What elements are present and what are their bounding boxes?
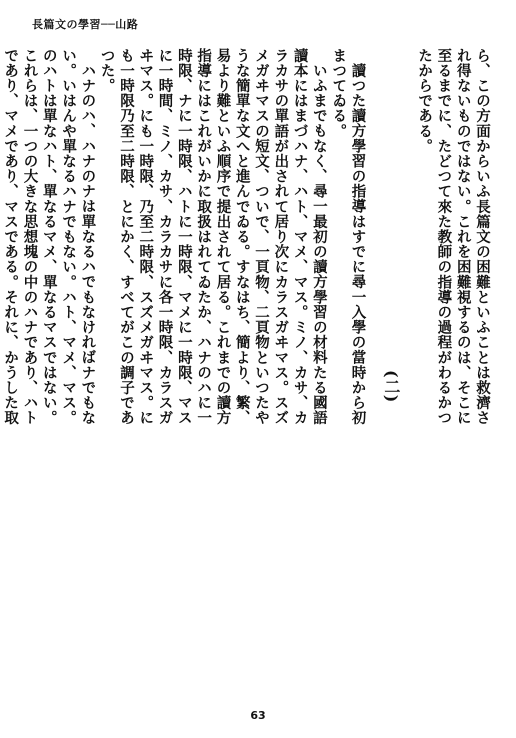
text-column: であり、マメであり、マスである。それに、かうした取 bbox=[2, 48, 20, 426]
text-column: 時限、ナに一時限、ハトに一時限、マメに一時限、マス bbox=[175, 48, 193, 426]
text-column bbox=[0, 48, 1, 684]
text-column: 讀本にはまづハナ、ハト、マメ、マス。ミノ、カサ、カ bbox=[291, 48, 309, 426]
text-column: ヰマス。にも一時限、乃至二時限、スズメガヰマス。に bbox=[137, 48, 155, 426]
text-column: 至るまでに、たどつて來た教師の指導の過程がわるかつ bbox=[435, 48, 453, 426]
text-column: ラカサの單語が出されて居り次にカラスガヰマス。スズ bbox=[272, 48, 290, 426]
running-head: 長篇文の學習──山路 bbox=[32, 18, 139, 31]
text-column: い。いはんや單なるハナでもない。ハト、マメ、マス。 bbox=[60, 48, 78, 426]
body-text bbox=[2, 48, 492, 684]
text-column: つた。 bbox=[98, 48, 116, 94]
text-column: たからである。 bbox=[416, 48, 434, 154]
text-column: いふまでもなく、尋一最初の讀方學習の材料たる國語 bbox=[310, 62, 328, 425]
text-column: 讀つた讀方學習の指導はすでに尋一入學の當時から初 bbox=[349, 62, 367, 425]
text-column: メガヰマスの短文、ついで、一頁物、二頁物といつたや bbox=[253, 48, 271, 426]
text-column: 易より難といふ順序で提出されて居る。これまでの讀方 bbox=[214, 48, 232, 426]
text-column: のハトは單なハト、單なるマメ、單なるマスではない。 bbox=[40, 48, 58, 426]
text-column: ハナのハ、ハナのナは單なるハでもなければナでもな bbox=[79, 62, 97, 425]
text-column: れ得ないものではない。これを困難視するのは、そこに bbox=[454, 48, 472, 426]
text-column: これらは、一つの大きな思想塊の中のハナであり、ハト bbox=[21, 48, 39, 426]
text-column: に一時間、ミノ、カサ、カラカサに各一時限、カラスガ bbox=[156, 48, 174, 426]
text-column: ら、この方面からいふ長篇文の困難といふことは救濟さ bbox=[474, 48, 491, 426]
text-column: も一時限乃至二時限、とにかく、すべてがこの調子であ bbox=[117, 48, 135, 426]
text-column: 指導にはこれがいかに取扱はれてゐたか、ハナのハに一 bbox=[195, 48, 213, 426]
section-heading: (二) bbox=[381, 369, 401, 403]
text-column: うな簡單な文へと進んでゐる。すなはち、簡より、繁、 bbox=[233, 48, 251, 426]
page-number: 63 bbox=[250, 709, 266, 722]
text-column: まつてゐる。 bbox=[330, 48, 348, 139]
